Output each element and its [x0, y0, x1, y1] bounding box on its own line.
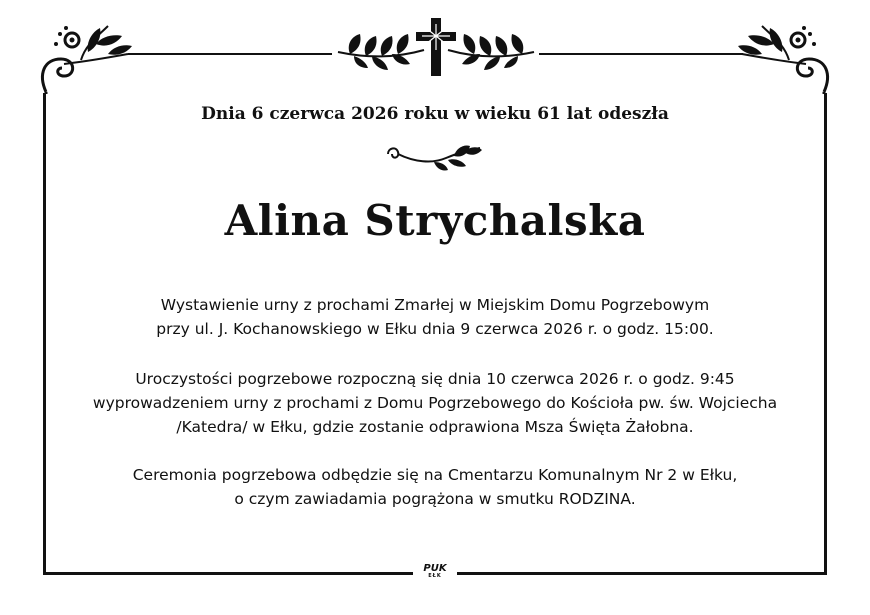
paragraph-line: przy ul. J. Kochanowskiego w Ełku dnia 9 czerwca 2026 r. o godz. 15:00. [156, 320, 714, 338]
paragraph-line: Uroczystości pogrzebowe rozpoczną się dnia 10 czerwca 2026 r. o godz. 9:45 [135, 370, 735, 388]
top-rule-right [539, 53, 743, 55]
corner-flourish-right-icon [734, 14, 834, 94]
paragraph-line: wyprowadzeniem urny z prochami z Domu Pogrzebowego do Kościoła pw. św. Wojciecha [92, 394, 778, 412]
puk-logo [416, 564, 454, 579]
paragraph-urn-viewing [50, 293, 820, 341]
logo-main-text: PUK [423, 563, 447, 574]
logo-sub-text: EŁK [428, 573, 442, 579]
paragraph-burial [50, 463, 820, 511]
frame-bottom-border-right [457, 572, 827, 575]
deceased-name: Alina Strychalska [224, 196, 646, 245]
frame-bottom-border-left [43, 572, 413, 575]
paragraph-line: Ceremonia pogrzebowa odbędzie się na Cmentarzu Komunalnym Nr 2 w Ełku, [132, 466, 738, 484]
paragraph-line: o czym zawiadamia pogrążona w smutku RODZINA. [234, 490, 636, 508]
paragraph-line: /Katedra/ w Ełku, gdzie zostanie odprawiona Msza Święta Żałobna. [176, 418, 694, 436]
paragraph-line: Wystawienie urny z prochami Zmarłej w Miejskim Domu Pogrzebowym [160, 296, 710, 314]
death-date-line: Dnia 6 czerwca 2026 roku w wieku 61 lat odeszła [201, 104, 669, 124]
corner-flourish-left-icon [36, 14, 136, 94]
vine-divider-icon [384, 140, 484, 174]
top-rule-left [128, 53, 332, 55]
paragraph-funeral-ceremony [50, 367, 820, 439]
cross-with-leaves-icon [336, 14, 536, 80]
frame-right-border [824, 93, 827, 575]
frame-left-border [43, 93, 46, 575]
